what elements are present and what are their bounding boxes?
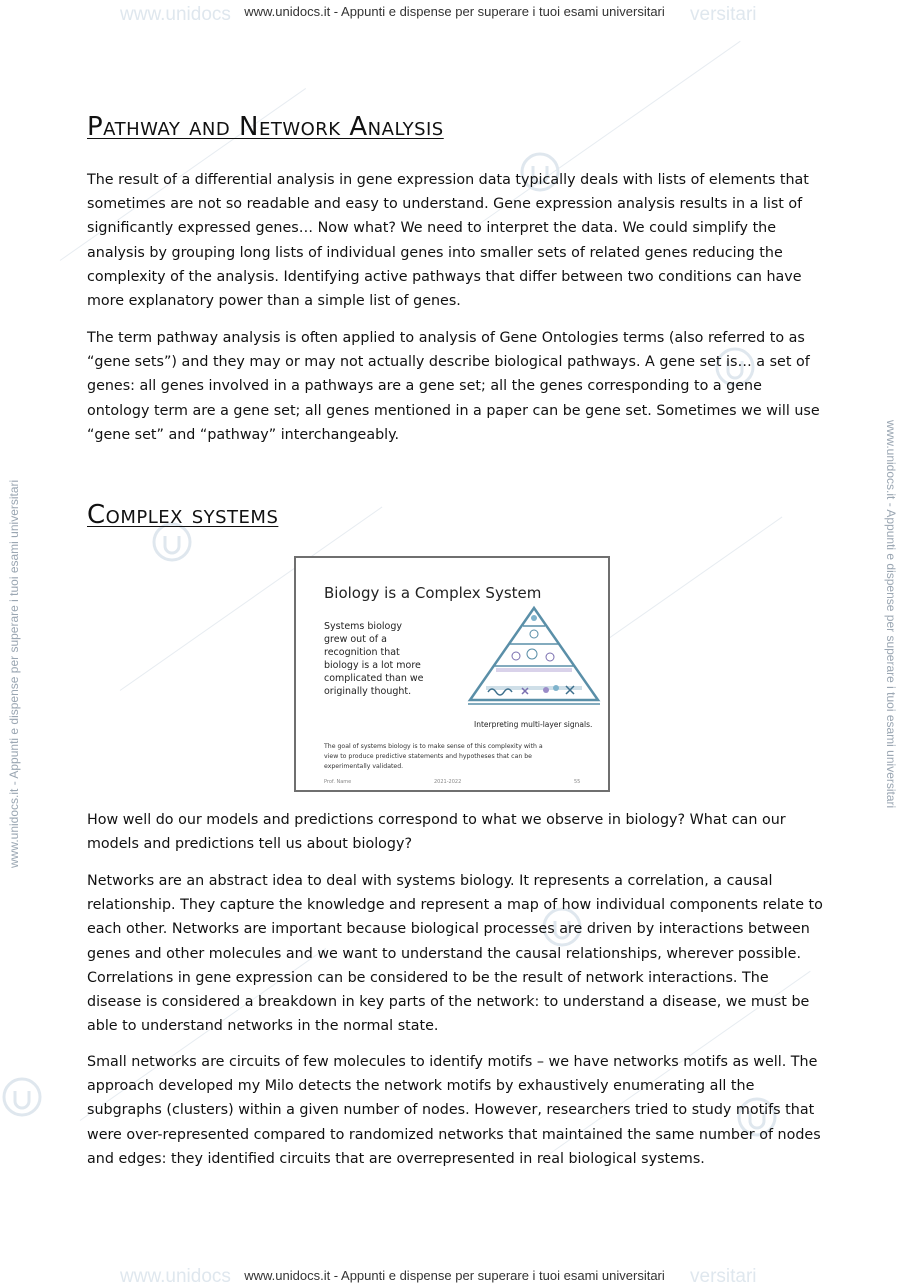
section-heading-complex-systems: Complex systems <box>87 500 279 530</box>
banner-ghost-right: versitari <box>690 1266 757 1287</box>
slide-footer-left: Prof. Name <box>324 779 352 785</box>
watermark-logo-icon <box>0 1075 44 1119</box>
side-watermark-right: www.unidocs.it - Appunti e dispense per superare i tuoi esami universitari <box>884 420 898 809</box>
paragraph: Small networks are circuits of few molecules to identify motifs – we have networks motifs as well. The approach developed my Milo detects the network motifs by exhaustively enumerating all the subgraphs (clusters) within a given number of nodes. However, researchers tried to study motifs that were over-represented compared to randomized networks that maintained the same number of nodes and edges: they identified circuits that are overrepresented in real biological systems. <box>87 1054 821 1167</box>
banner-ghost-left: www.unidocs <box>120 4 231 25</box>
paragraph: The result of a differential analysis in gene expression data typically deals with lists of elements that sometimes are not so readable and easy to understand. Gene expression analysis results in a list of significantly expressed genes… Now what? We need to interpret the data. We could simplify the analysis by grouping long lists of individual genes into smaller sets of related genes reducing the complexity of the analysis. Identifying active pathways that differ between two conditions can have more explanatory power than a simple list of genes. <box>87 172 809 310</box>
slide-title: Biology is a Complex System <box>324 584 542 602</box>
slide-goal-text: The goal of systems biology is to make sense of this complexity with a view to produce predictive statements and hypotheses that can be experimentally validated. <box>324 743 543 770</box>
pyramid-diagram-icon <box>466 604 602 714</box>
banner-ghost-right: versitari <box>690 4 757 25</box>
slide-footer-mid: 2021-2022 <box>434 779 462 785</box>
slide-text: Systems biology grew out of a recognition that biology is a lot more complicated than we originally thought. <box>324 621 424 697</box>
section-heading-pathway: Pathway and Network Analysis <box>87 112 444 142</box>
paragraph: How well do our models and predictions correspond to what we observe in biology? What can our models and predictions tell us about biology? <box>87 812 786 853</box>
slide-caption: Interpreting multi-layer signals. <box>474 720 593 729</box>
banner-ghost-left: www.unidocs <box>120 1266 231 1287</box>
slide-footer <box>324 779 586 787</box>
paragraph: Networks are an abstract idea to deal with systems biology. It represents a correlation, a causal relationship. They capture the knowledge and represent a map of how individual components relate to each other. Networks are important because biological processes are driven by interactions between genes and other molecules and we want to understand the causal relationships, wherever possible. Correlations in gene expression can be considered to be the result of network interactions. The disease is considered a breakdown in key parts of the network: to understand a disease, we must be able to understand networks in the normal state. <box>87 873 823 1035</box>
slide-footer-right: 55 <box>574 779 581 785</box>
slide-figure <box>294 556 610 792</box>
footer-banner[interactable]: www.unidocs.it - Appunti e dispense per superare i tuoi esami universitari <box>244 1268 665 1283</box>
paragraph: The term pathway analysis is often applied to analysis of Gene Ontologies terms (also referred to as “gene sets”) and they may or may not actually describe biological pathways. A gene set is… a set of genes: all genes involved in a pathways are a gene set; all the genes corresponding to a gene ontology term are a gene set; all genes mentioned in a paper can be gene set. Sometimes we will use “gene set” and “pathway” interchangeably. <box>87 330 820 443</box>
header-banner[interactable]: www.unidocs.it - Appunti e dispense per superare i tuoi esami universitari <box>244 4 665 19</box>
side-watermark-left: www.unidocs.it - Appunti e dispense per superare i tuoi esami universitari <box>7 479 21 868</box>
